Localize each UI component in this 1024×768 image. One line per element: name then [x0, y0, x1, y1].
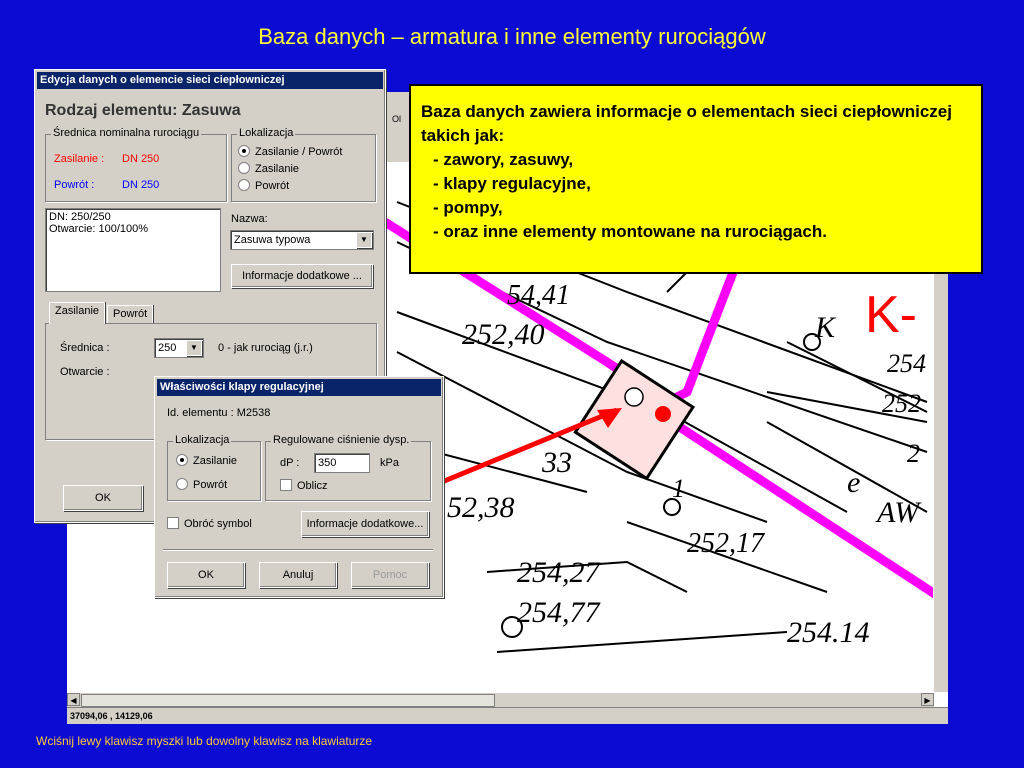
valve-properties-dialog	[154, 376, 444, 598]
footer-hint: Wciśnij lewy klawisz myszki lub dowolny klawisz na klawiaturze	[36, 734, 373, 748]
radio-icon	[238, 179, 250, 191]
checkbox-label: Obróć symbol	[184, 518, 252, 530]
status-bar	[67, 707, 948, 724]
callout-item: - oraz inne elementy montowane na rurociągach.	[433, 222, 827, 241]
calc-checkbox[interactable]	[280, 479, 328, 492]
radio-label: Powrót	[193, 479, 228, 491]
radio-icon	[238, 162, 250, 174]
chevron-down-icon[interactable]: ▼	[186, 340, 202, 356]
ok-button[interactable]: OK	[63, 485, 143, 511]
slide-title: Baza danych – armatura i inne elementy rurociągów	[258, 24, 766, 49]
supply-value: DN 250	[122, 153, 160, 165]
dialog-title: Właściwości klapy regulacyjnej	[157, 379, 441, 396]
radio-return[interactable]	[238, 179, 289, 192]
info-callout	[409, 84, 983, 274]
map-label: 33	[542, 446, 572, 479]
diameter-group	[45, 127, 227, 202]
dp-label: dP :	[280, 457, 300, 469]
map-label: 54,41	[507, 280, 570, 311]
radio-return[interactable]	[176, 478, 227, 491]
location-group-label: Lokalizacja	[175, 434, 230, 446]
map-label: K	[815, 311, 836, 344]
map-label: 254.14	[787, 616, 870, 649]
diameter-group-label: Średnica nominalna rurociągu	[53, 127, 200, 139]
pressure-group	[265, 434, 431, 501]
radio-icon	[176, 454, 188, 466]
radio-label: Zasilanie / Powrót	[255, 146, 343, 158]
map-label: 52,38	[447, 491, 515, 524]
scroll-thumb[interactable]	[81, 694, 495, 707]
dialog-title: Edycja danych o elemencie sieci ciepłowniczej	[37, 72, 383, 89]
callout-intro: Baza danych zawiera informacje o elementach sieci ciepłowniczej takich jak:	[421, 102, 952, 145]
help-button: Pomoc	[351, 562, 429, 588]
map-label: 254	[887, 349, 926, 378]
diameter-note: 0 - jak rurociąg (j.r.)	[218, 342, 313, 354]
cancel-button[interactable]: Anuluj	[259, 562, 337, 588]
divider	[163, 549, 433, 551]
radio-label: Zasilanie	[193, 455, 238, 467]
map-label: 252	[882, 389, 921, 418]
map-label: 2	[907, 439, 920, 468]
tab-return[interactable]: Powrót	[107, 305, 153, 324]
radio-supply[interactable]	[238, 162, 299, 175]
horizontal-scrollbar[interactable]	[67, 692, 934, 707]
radio-label: Powrót	[255, 180, 290, 192]
callout-item: - klapy regulacyjne,	[433, 174, 591, 193]
pressure-group-label: Regulowane ciśnienie dysp.	[273, 434, 410, 446]
radio-icon	[238, 145, 250, 157]
location-group-label: Lokalizacja	[239, 127, 294, 139]
name-select[interactable]	[230, 230, 374, 250]
info-line: Otwarcie: 100/100%	[49, 223, 149, 235]
supply-label: Zasilanie :	[54, 153, 105, 165]
name-label: Nazwa:	[231, 213, 268, 225]
more-info-button[interactable]: Informacje dodatkowe...	[301, 511, 429, 537]
radio-label: Zasilanie	[255, 163, 300, 175]
callout-item: - pompy,	[433, 198, 503, 217]
radio-supply[interactable]	[176, 454, 237, 467]
checkbox-icon	[280, 479, 292, 491]
tab-supply[interactable]: Zasilanie	[49, 302, 105, 324]
valve-marker[interactable]	[655, 406, 671, 422]
diameter-label: Średnica :	[60, 342, 110, 354]
scroll-right-icon[interactable]: ▶	[921, 693, 934, 706]
checkbox-label: Oblicz	[297, 480, 328, 492]
status-coordinates: 37094,06 , 14129,06	[70, 711, 153, 721]
scroll-left-icon[interactable]: ◀	[67, 693, 80, 706]
map-label: 252,17	[687, 528, 764, 559]
checkbox-icon	[167, 517, 179, 529]
chevron-down-icon[interactable]: ▼	[356, 232, 372, 248]
diameter-select-value: 250	[158, 342, 177, 354]
location-group	[231, 127, 376, 202]
more-info-button[interactable]: Informacje dodatkowe ...	[231, 264, 373, 288]
location-group	[167, 434, 261, 501]
callout-item: - zawory, zasuwy,	[433, 150, 574, 169]
opening-label: Otwarcie :	[60, 366, 110, 378]
radio-supply-return[interactable]	[238, 145, 342, 158]
ok-button[interactable]: OK	[167, 562, 245, 588]
map-label: 1	[672, 474, 685, 503]
dp-unit: kPa	[380, 457, 399, 469]
radio-icon	[176, 478, 188, 490]
return-value: DN 250	[122, 179, 160, 191]
info-line: DN: 250/250	[49, 211, 111, 223]
element-id: Id. elementu : M2538	[167, 407, 271, 419]
map-label: K-	[865, 286, 917, 344]
dp-input[interactable]: 350	[314, 453, 370, 473]
diameter-select[interactable]	[154, 338, 204, 358]
map-label: 254,27	[517, 556, 600, 589]
toolbar-text: Ol	[392, 114, 401, 124]
return-label: Powrót :	[54, 179, 95, 191]
map-label: e	[847, 466, 861, 499]
rotate-symbol-checkbox[interactable]	[167, 517, 252, 530]
element-info-box[interactable]	[45, 208, 221, 292]
map-label: AW	[877, 496, 920, 529]
map-label: 252,40	[462, 318, 545, 351]
element-type-heading: Rodzaj elementu: Zasuwa	[45, 102, 241, 119]
name-select-value: Zasuwa typowa	[234, 234, 311, 246]
map-label: 254,77	[517, 596, 600, 629]
